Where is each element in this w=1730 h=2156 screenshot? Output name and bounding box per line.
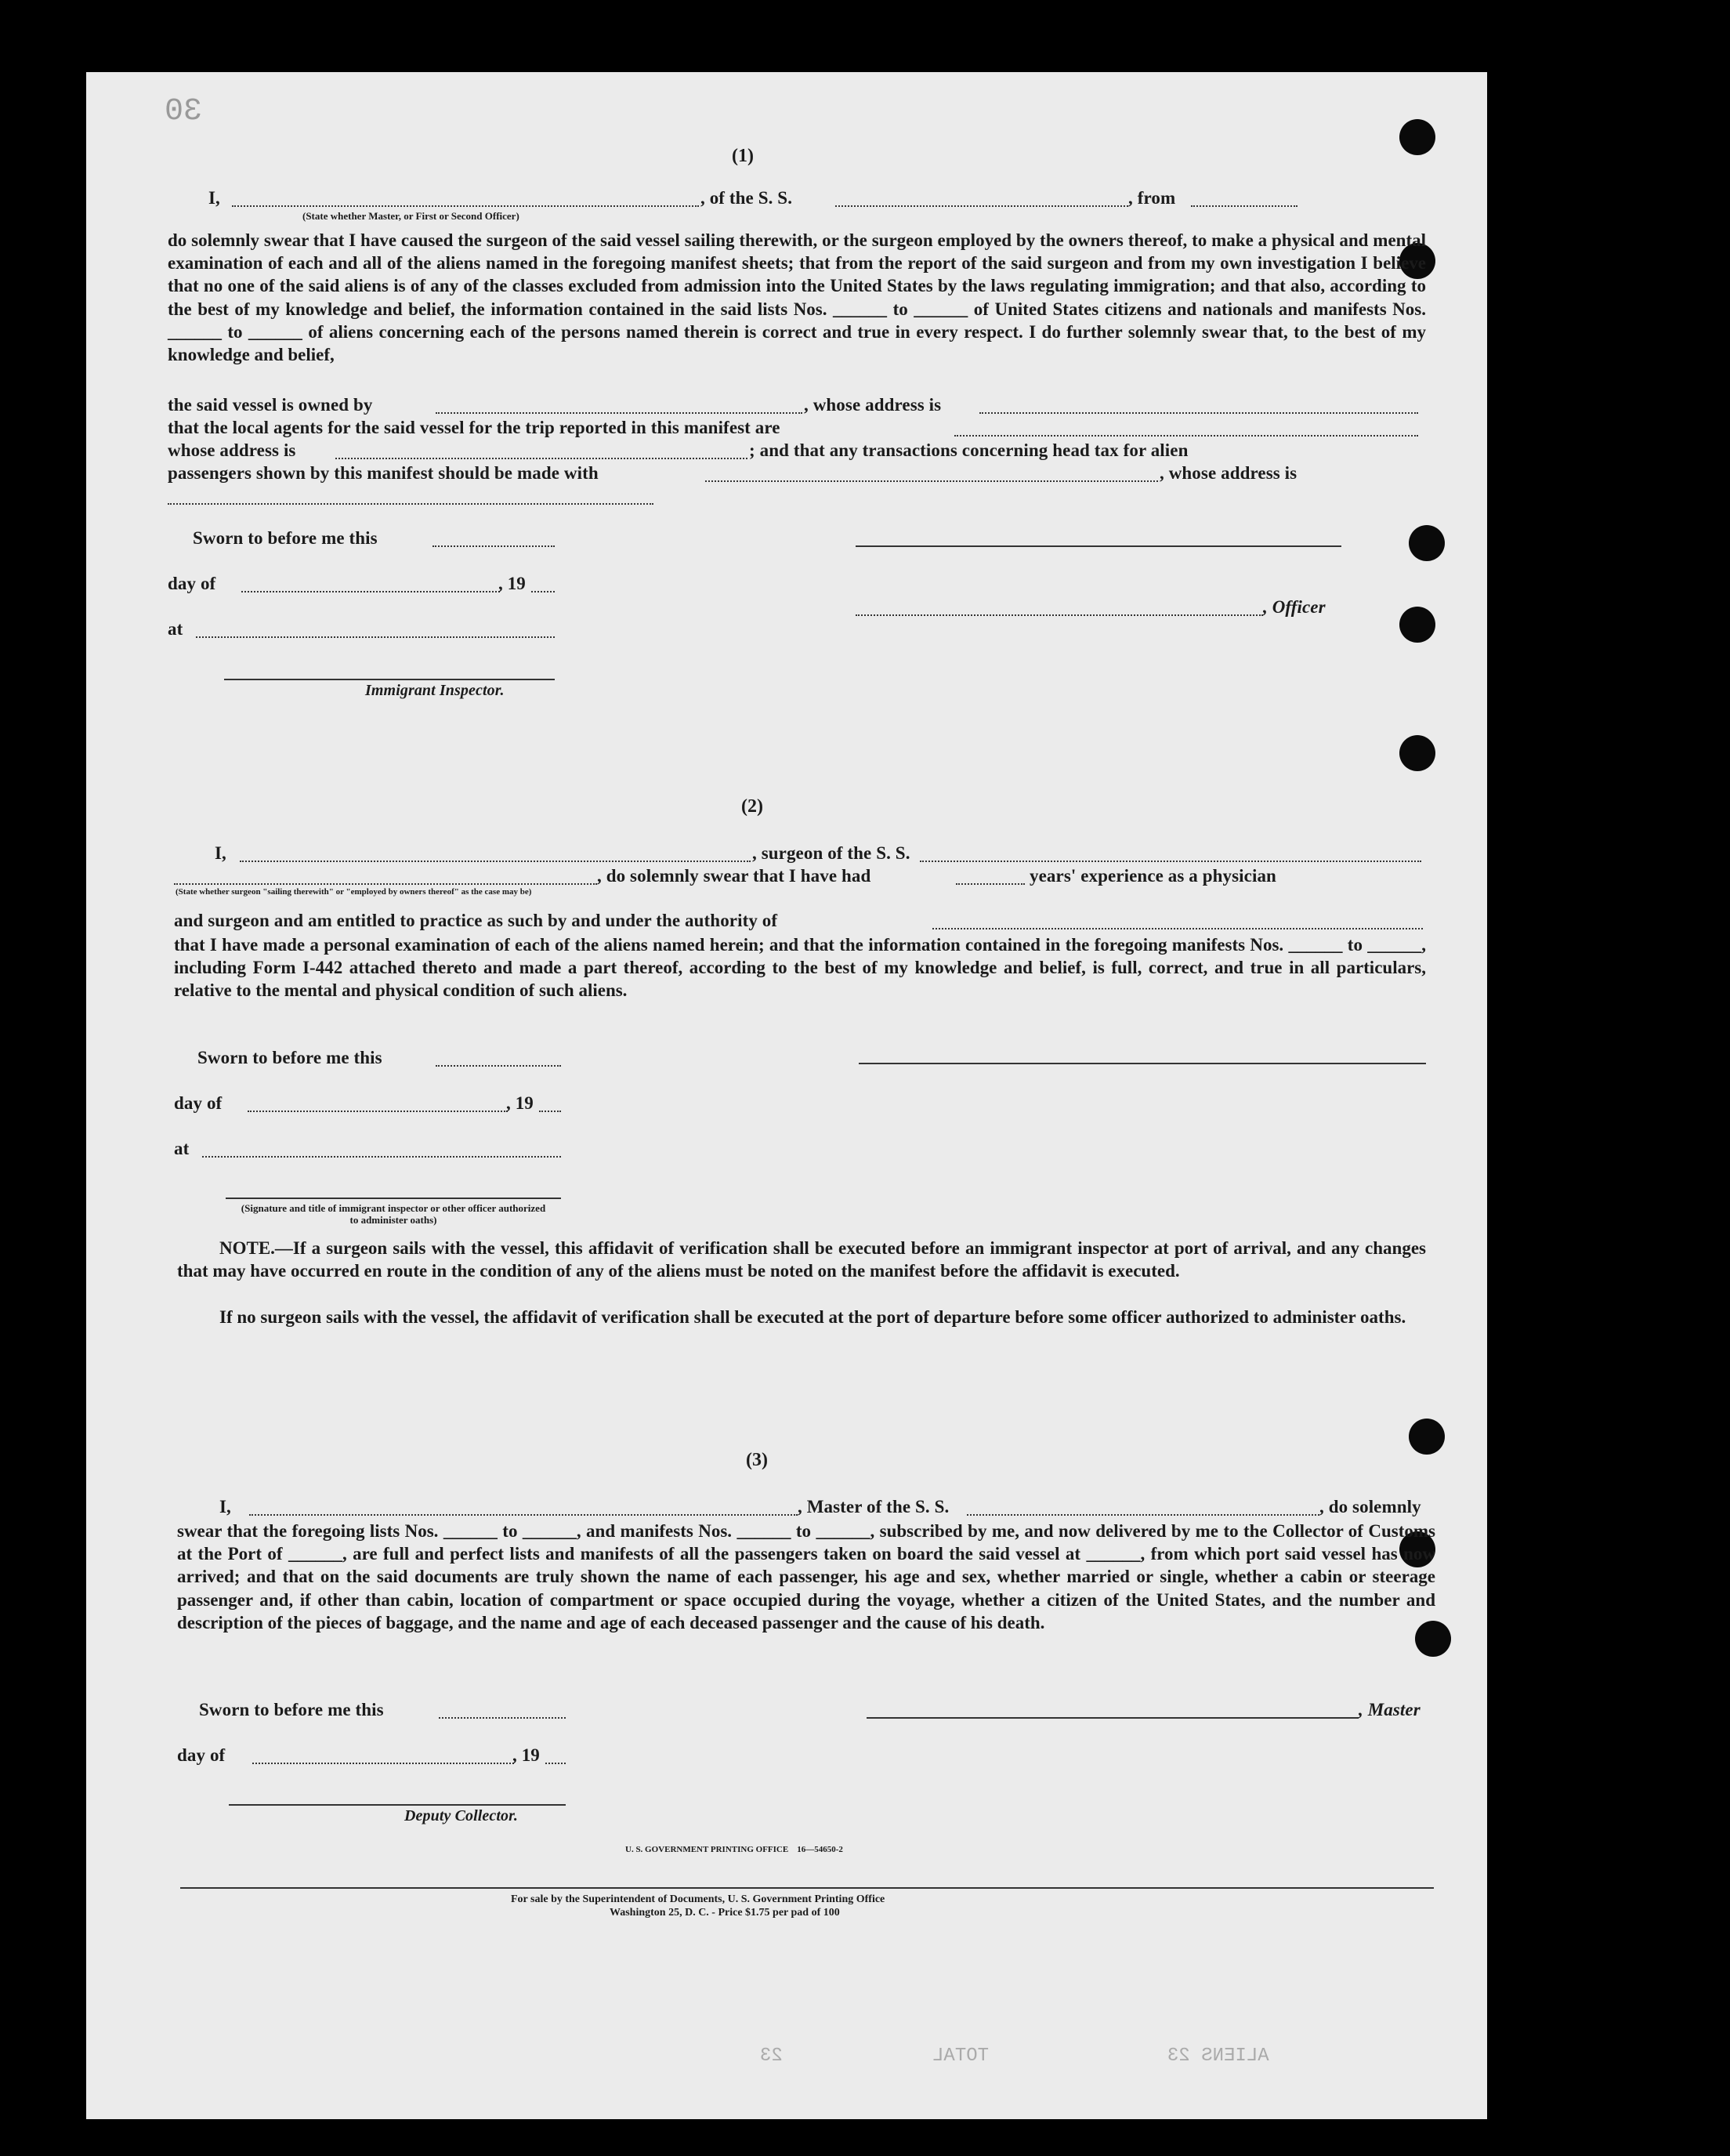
- master-vessel-field[interactable]: [967, 1514, 1319, 1516]
- bleed-through-total: TOTAL: [932, 2045, 990, 2067]
- footer-rule: [180, 1887, 1434, 1889]
- collector-label: Deputy Collector.: [404, 1807, 519, 1824]
- oath-i-label: I,: [219, 1497, 231, 1516]
- owner-field[interactable]: [436, 412, 802, 414]
- officer-name-field[interactable]: [232, 205, 699, 207]
- owner-address-field[interactable]: [979, 412, 1418, 414]
- surgeon-vessel-field[interactable]: [920, 861, 1421, 862]
- officer-rank-note: (State whether Master, or First or Second Officer): [302, 210, 519, 222]
- bleed-through-number: 30: [165, 94, 203, 129]
- year-field[interactable]: [545, 1763, 566, 1764]
- section-number: (3): [746, 1450, 768, 1470]
- sworn-day-field[interactable]: [432, 545, 555, 547]
- sworn-day-field[interactable]: [439, 1717, 566, 1719]
- sworn-day-field[interactable]: [436, 1065, 561, 1067]
- punch-hole: [1399, 119, 1435, 155]
- day-of-label: day of: [168, 574, 216, 593]
- sworn-label: Sworn to before me this: [199, 1700, 384, 1719]
- section-number: (1): [732, 146, 754, 166]
- surgeon-name-field[interactable]: [240, 861, 751, 862]
- sale-price: Washington 25, D. C. - Price $1.75 per pad of 100: [610, 1907, 840, 1919]
- administrator-signature-line[interactable]: [226, 1198, 561, 1199]
- years-field[interactable]: [956, 883, 1025, 885]
- owned-by-label: the said vessel is owned by: [168, 395, 373, 415]
- oath-i-label: I,: [215, 843, 226, 863]
- note-paragraph: NOTE.—If a surgeon sails with the vessel, this affidavit of verification shall be executed before an immigrant inspector at port of arrival, and any changes that may have occurred en route in the condition of any of the aliens must be noted on the manifest before the affidavit is executed.: [177, 1238, 1426, 1281]
- punch-hole: [1409, 1419, 1445, 1455]
- officer-label: , Officer: [1263, 597, 1326, 617]
- oath-i-label: I,: [208, 188, 220, 208]
- month-field[interactable]: [252, 1763, 514, 1764]
- month-field[interactable]: [241, 591, 500, 592]
- oath-body: do solemnly swear that I have caused the surgeon of the said vessel sailing therewith, or the surgeon employed by the owners thereof, to make a physical and mental examination of each and all of the aliens named in the foregoing manifest sheets; that from the report of the said surgeon and from my own investigation I believe that no one of the said aliens is of any of the classes excluded from admission into the United States by the laws regulating immigration; and that also, according to the best of my knowledge and belief, the information contained in the said lists Nos. ______ to ______ of United States citizens and nationals and manifests Nos. ______ to ______ of aliens concerning each of the persons named therein is correct and true in every respect. I do further solemnly swear that, to the best of my knowledge and belief,: [168, 230, 1426, 365]
- master-body: swear that the foregoing lists Nos. ______ to ______, and manifests Nos. ______ to ______, subscribed by me, and now delivered by me to the Collector of Customs at the Port of ______, are full and perfect lists and manifests of all the passengers taken on board the said vessel at ______, from which port said vessel has now arrived; and that on the said documents are truly shown the name of each passenger, his age and sex, whether married or single, whether a cabin or steerage passenger and, if other than cabin, location of compartment or space occupied during the voyage, whether a citizen of the United States, and the number and description of the pieces of baggage, and the name and age of each deceased passenger and the cause of his death.: [177, 1521, 1435, 1632]
- transactions-label: ; and that any transactions concerning head tax for alien: [749, 440, 1189, 460]
- passengers-label: passengers shown by this manifest should be made with: [168, 463, 599, 483]
- sworn-label: Sworn to before me this: [193, 528, 378, 548]
- bleed-through-count: 23: [760, 2045, 783, 2067]
- local-agents-field[interactable]: [954, 435, 1418, 437]
- agent-address-label: whose address is: [168, 440, 296, 460]
- punch-hole: [1399, 735, 1435, 771]
- surgeon-body: that I have made a personal examination of each of the aliens named herein; and that the information contained in the foregoing manifests Nos. ______ to ______, including Form I-442 attached thereto and made a part thereof, according to the best of my knowledge and belief, is full, correct, and true in all particulars, relative to the mental and physical condition of such aliens.: [174, 935, 1426, 1001]
- authority-label: and surgeon and am entitled to practice as such by and under the authority of: [174, 911, 778, 930]
- officer-signature-line[interactable]: [856, 545, 1341, 547]
- master-signature-line[interactable]: [867, 1717, 1359, 1719]
- form-page: [86, 72, 1487, 2119]
- at-place-field[interactable]: [196, 636, 555, 638]
- sworn-label: Sworn to before me this: [197, 1048, 382, 1067]
- year-prefix: , 19: [498, 574, 526, 593]
- year-prefix: , 19: [512, 1745, 540, 1765]
- from-port-field[interactable]: [1191, 205, 1298, 207]
- of-ss-label: , of the S. S.: [700, 188, 793, 208]
- year-prefix: , 19: [506, 1093, 534, 1113]
- at-place-field[interactable]: [202, 1156, 561, 1158]
- head-tax-contact-field[interactable]: [705, 480, 1158, 482]
- day-of-label: day of: [174, 1093, 223, 1113]
- head-tax-address-label: , whose address is: [1160, 463, 1298, 483]
- sale-notice: For sale by the Superintendent of Documents, U. S. Government Printing Office: [511, 1893, 885, 1905]
- local-agents-label: that the local agents for the said vessel for the trip reported in this manifest are: [168, 418, 780, 437]
- collector-signature-line[interactable]: [229, 1804, 566, 1806]
- surgeon-status-note: (State whether surgeon "sailing therewith" or "employed by owners thereof" as the case may be): [176, 887, 532, 897]
- surgeon-of-label: , surgeon of the S. S.: [752, 843, 910, 863]
- from-label: , from: [1128, 188, 1176, 208]
- at-label: at: [168, 619, 183, 639]
- note-paragraph: If no surgeon sails with the vessel, the affidavit of verification shall be executed at the port of departure before some officer authorized to administer oaths.: [219, 1307, 1406, 1327]
- punch-hole: [1399, 607, 1435, 643]
- owner-address-label: , whose address is: [804, 395, 942, 415]
- surgeon-status-field[interactable]: [174, 883, 597, 885]
- signature-note: (Signature and title of immigrant inspector or other officer authorized to administer oaths): [241, 1202, 546, 1226]
- do-solemnly-label: , do solemnly: [1319, 1497, 1421, 1516]
- master-of-label: , Master of the S. S.: [798, 1497, 950, 1516]
- authority-field[interactable]: [932, 928, 1423, 929]
- master-label: , Master: [1359, 1700, 1421, 1719]
- day-of-label: day of: [177, 1745, 226, 1765]
- at-label: at: [174, 1139, 190, 1158]
- years-experience-label: years' experience as a physician: [1030, 866, 1276, 886]
- bleed-through-aliens: ALIENS 23: [1167, 2045, 1269, 2067]
- agent-address-field[interactable]: [335, 458, 747, 459]
- gpo-imprint: U. S. GOVERNMENT PRINTING OFFICE 16—54650-2: [625, 1845, 843, 1854]
- year-field[interactable]: [531, 591, 555, 592]
- surgeon-signature-line[interactable]: [859, 1063, 1426, 1064]
- vessel-name-field[interactable]: [835, 205, 1128, 207]
- officer-title-field[interactable]: [856, 614, 1263, 616]
- punch-hole: [1409, 525, 1445, 561]
- year-field[interactable]: [539, 1111, 561, 1112]
- inspector-label: Immigrant Inspector.: [365, 682, 505, 699]
- month-field[interactable]: [248, 1111, 508, 1112]
- master-name-field[interactable]: [249, 1514, 798, 1516]
- section-number: (2): [741, 796, 763, 817]
- inspector-signature-line[interactable]: [224, 679, 555, 680]
- swear-label: , do solemnly swear that I have had: [597, 866, 871, 886]
- head-tax-address-field[interactable]: [168, 503, 653, 505]
